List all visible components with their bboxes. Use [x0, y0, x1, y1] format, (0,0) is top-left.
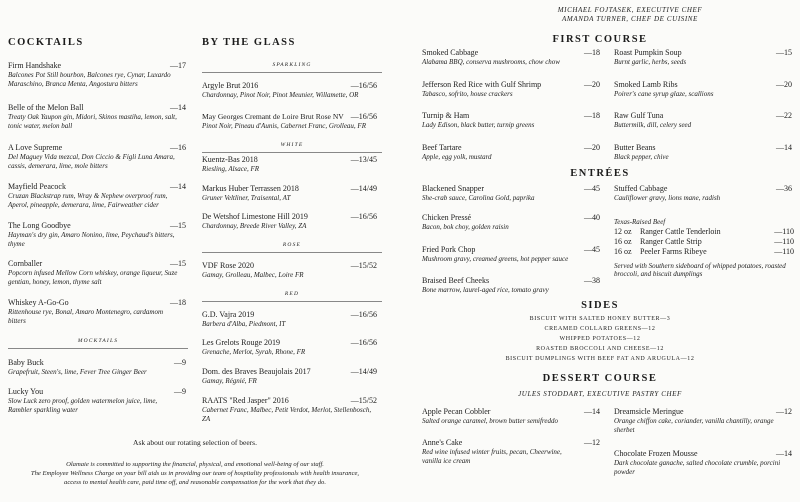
- item-price: —17: [170, 61, 186, 70]
- wine-item: [202, 81, 377, 100]
- item-description: She-crab sauce, Carolina Gold, paprika: [422, 194, 535, 202]
- wine-item: [202, 112, 377, 131]
- item-name: Argyle Brut 2016: [202, 81, 259, 90]
- menu-item: [614, 407, 792, 434]
- item-name: Apple Pecan Cobbler: [422, 407, 491, 416]
- item-price: —14: [170, 182, 186, 191]
- item-description: Slow Luck zero proof, golden watermelon juice, lime, Rambler sparkling water: [8, 397, 158, 414]
- mocktails-divider: [8, 348, 188, 349]
- wellness-line: Olamaie is committed to supporting the financial, physical, and emotional well-being of our staff.: [66, 461, 324, 468]
- wine-item: [202, 310, 377, 329]
- item-description: Pinot Noir, Pineau d'Aunis, Cabernet Franc, Grolleau, FR: [202, 122, 366, 130]
- cocktail-item: [8, 221, 186, 248]
- beef-cut-row: [614, 247, 800, 257]
- item-name: Anne's Cake: [422, 438, 463, 447]
- beef-cut-price: —110: [774, 246, 794, 256]
- menu-item: [614, 48, 792, 67]
- item-description: Salted orange caramel, brown butter semifreddo: [422, 417, 558, 425]
- item-price: —16/56: [350, 81, 377, 90]
- cocktail-item: [8, 259, 186, 286]
- item-price: —20: [584, 143, 600, 152]
- item-price: —18: [584, 48, 600, 57]
- cocktail-item: [8, 182, 186, 209]
- item-price: —16/56: [350, 212, 377, 221]
- red-label: RED: [284, 291, 300, 297]
- item-name: Whiskey A-Go-Go: [8, 298, 69, 307]
- beef-cut-name: Ranger Cattle Strip: [640, 236, 702, 246]
- item-name: G.D. Vajra 2019: [202, 310, 255, 319]
- cocktail-item: [8, 61, 186, 88]
- item-price: —18: [170, 298, 186, 307]
- beef-cut-price: —110: [774, 226, 794, 236]
- wellness-note: [0, 461, 390, 487]
- item-price: —38: [584, 276, 600, 285]
- item-description: Balcones Pot Still bourbon, Balcones rye, Cynar, Luxardo Maraschino, Branca Menta, Angostura bitters: [8, 71, 171, 88]
- side-item: WHIPPED POTATOES—12: [559, 336, 641, 342]
- item-description: Rittenhouse rye, Bonal, Amaro Montenegro, cardamom bitters: [8, 308, 164, 325]
- item-description: Tabasco, sofrito, house crackers: [422, 90, 513, 98]
- item-price: —15/52: [350, 396, 377, 405]
- red-divider: [202, 301, 382, 302]
- wine-item: [202, 396, 377, 423]
- item-description: Grapefruit, Steen's, lime, Fever Tree Ginger Beer: [8, 368, 147, 376]
- side-item: CREAMED COLLARD GREENS—12: [544, 326, 656, 332]
- rose-label: ROSE: [282, 242, 302, 248]
- item-price: —16/56: [350, 112, 377, 121]
- item-name: Chocolate Frozen Mousse: [614, 449, 698, 458]
- white-label: WHITE: [280, 142, 304, 148]
- menu-item: [422, 407, 600, 426]
- item-price: —14: [776, 143, 792, 152]
- white-divider: [202, 152, 382, 153]
- item-name: Turnip & Ham: [422, 111, 470, 120]
- item-name: Roast Pumpkin Soup: [614, 48, 682, 57]
- item-name: Smoked Lamb Ribs: [614, 80, 678, 89]
- item-description: Treaty Oak Yaupon gin, Midori, Skinos mastiha, lemon, salt, tonic water, melon ball: [8, 113, 177, 130]
- item-description: Del Maguey Vida mezcal, Don Ciccio & Figli Luna Amara, cassis, demerara, lime, mole bitters: [8, 153, 175, 170]
- wine-item: [202, 155, 377, 174]
- menu-item: [422, 143, 600, 162]
- item-description: Mushroom gravy, creamed greens, hot pepper sauce: [422, 255, 569, 263]
- item-description: Alabama BBQ, conserva mushrooms, chow chow: [422, 58, 560, 66]
- item-price: —13/45: [350, 155, 377, 164]
- item-price: —12: [584, 438, 600, 447]
- item-name: Firm Handshake: [8, 61, 62, 70]
- item-description: Gruner Veltliner, Traisental, AT: [202, 194, 291, 202]
- menu-item: [422, 80, 600, 99]
- item-description: Popcorn infused Mellow Corn whiskey, orange liqueur, Suze gentian, honey, lemon, thyme salt: [8, 269, 178, 286]
- menu-item: [614, 111, 792, 130]
- beef-cut-row: [614, 227, 800, 237]
- item-description: Riesling, Alsace, FR: [202, 165, 260, 173]
- cocktail-item: [8, 103, 186, 130]
- chef-de-cuisine: AMANDA TURNER, CHEF DE CUISINE: [562, 15, 698, 23]
- beef-cut-weight: 16 oz: [614, 246, 632, 256]
- item-description: Buttermilk, dill, celery seed: [614, 121, 692, 129]
- item-name: Markus Huber Terrassen 2018: [202, 184, 299, 193]
- item-price: —16/56: [350, 310, 377, 319]
- executive-chef: MICHAEL FOJTASEK, EXECUTIVE CHEF: [557, 6, 703, 14]
- item-price: —15: [170, 221, 186, 230]
- item-name: Raw Gulf Tuna: [614, 111, 664, 120]
- beef-cut-name: Peeler Farms Ribeye: [640, 246, 707, 256]
- item-price: —15: [776, 48, 792, 57]
- entrees-title: ENTRÉES: [570, 168, 630, 179]
- item-price: —36: [776, 184, 792, 193]
- item-description: Poirer's cane syrup glaze, scallions: [614, 90, 714, 98]
- beef-cut-row: [614, 237, 800, 247]
- wine-item: [202, 212, 377, 231]
- beef-served-with: Served with Southern sideboard of whipped potatoes, roasted broccoli, and biscuit dumplings: [614, 261, 786, 279]
- item-name: A Love Supreme: [8, 143, 63, 152]
- item-description: Gamay, Grolleau, Malbec, Loire FR: [202, 271, 304, 279]
- cocktails-title: COCKTAILS: [8, 37, 84, 48]
- pastry-chef: JULES STODDART, EXECUTIVE PASTRY CHEF: [518, 390, 682, 398]
- menu-item: [422, 245, 600, 264]
- item-description: Apple, egg yolk, mustard: [422, 153, 492, 161]
- item-name: Cornballer: [8, 259, 43, 268]
- item-name: Butter Beans: [614, 143, 656, 152]
- item-name: Belle of the Melon Ball: [8, 103, 84, 112]
- menu-item: [614, 184, 792, 203]
- item-price: —16/56: [350, 338, 377, 347]
- item-name: Dom. des Braves Beaujolais 2017: [202, 367, 311, 376]
- item-description: Hayman's dry gin, Amaro Nonino, lime, Peychaud's bitters, thyme: [8, 231, 175, 248]
- menu-item: [422, 213, 600, 232]
- item-description: Burnt garlic, herbs, seeds: [614, 58, 687, 66]
- menu-item: [614, 143, 792, 162]
- menu-item: [422, 276, 600, 295]
- item-name: Blackened Snapper: [422, 184, 484, 193]
- wellness-line: access to mental health care, paid time off, and reasonable compensation for the work that they do.: [64, 478, 326, 486]
- item-price: —14: [170, 103, 186, 112]
- sparkling-label: SPARKLING: [272, 62, 312, 68]
- item-name: Mayfield Peacock: [8, 182, 66, 191]
- item-description: Bone marrow, laurel-aged rice, tomato gravy: [422, 286, 549, 294]
- sparkling-divider: [202, 72, 382, 73]
- item-name: Chicken Pressé: [422, 213, 472, 222]
- item-description: Dark chocolate ganache, salted chocolate crumble, porcini powder: [614, 459, 781, 476]
- item-price: —45: [584, 184, 600, 193]
- item-price: —15: [170, 259, 186, 268]
- item-description: Black pepper, chive: [614, 153, 669, 161]
- item-price: —9: [174, 387, 186, 396]
- item-price: —16: [170, 143, 186, 152]
- side-item: BISCUIT DUMPLINGS WITH BEEF FAT AND ARUGULA—12: [505, 356, 695, 362]
- mocktail-item: [8, 387, 186, 414]
- item-price: —12: [776, 407, 792, 416]
- item-description: Chardonnay, Pinot Noir, Pinot Meunier, Willamette, OR: [202, 91, 359, 99]
- item-description: Cabernet Franc, Malbec, Petit Verdot, Merlot, Stellenbosch, ZA: [202, 406, 372, 423]
- menu-item: [422, 111, 600, 130]
- mocktails-label: MOCKTAILS: [77, 338, 119, 344]
- item-price: —40: [584, 213, 600, 222]
- item-name: Lucky You: [8, 387, 44, 396]
- item-price: —14/49: [350, 367, 377, 376]
- item-price: —15/52: [350, 261, 377, 270]
- item-name: Smoked Cabbage: [422, 48, 479, 57]
- wine-item: [202, 338, 377, 357]
- item-description: Cruzan Blackstrap rum, Wray & Nephew overproof rum, Aperol, pineapple, demerara, lime, Fairweather cider: [8, 192, 168, 209]
- item-description: Grenache, Merlot, Syrah, Rhone, FR: [202, 348, 306, 356]
- item-name: Kuentz-Bas 2018: [202, 155, 258, 164]
- wellness-line: The Employee Wellness Charge on your bill aids us in providing our team of hospitality professionals with health insurance,: [30, 469, 360, 477]
- item-name: VDF Rose 2020: [202, 261, 255, 270]
- wine-item: [202, 367, 377, 386]
- texas-beef-block: [614, 218, 800, 279]
- item-description: Bacon, bok choy, golden raisin: [422, 223, 509, 231]
- item-description: Chardonnay, Breede River Valley, ZA: [202, 222, 307, 230]
- item-name: Stuffed Cabbage: [614, 184, 668, 193]
- item-name: The Long Goodbye: [8, 221, 71, 230]
- sides-title: SIDES: [581, 300, 619, 311]
- cocktail-item: [8, 143, 186, 170]
- item-name: Jefferson Red Rice with Gulf Shrimp: [422, 80, 542, 89]
- beef-cut-price: —110: [774, 236, 794, 246]
- texas-beef-label: Texas-Raised Beef: [614, 218, 666, 226]
- item-name: Fried Pork Chop: [422, 245, 476, 254]
- item-price: —45: [584, 245, 600, 254]
- chef-credits: [480, 6, 780, 24]
- mocktail-item: [8, 358, 186, 377]
- side-item: BISCUIT WITH SALTED HONEY BUTTER—3: [529, 316, 671, 322]
- beer-note: Ask about our rotating selection of beers.: [133, 438, 257, 447]
- item-price: —18: [584, 111, 600, 120]
- wine-item: [202, 184, 377, 203]
- menu-item: [422, 48, 600, 67]
- item-name: De Wetshof Limestone Hill 2019: [202, 212, 308, 221]
- item-description: Red wine infused winter fruits, pecan, Cheerwine, vanilla ice cream: [422, 448, 562, 465]
- menu-item: [422, 438, 600, 465]
- rose-divider: [202, 252, 382, 253]
- menu-item: [614, 80, 792, 99]
- item-price: —20: [776, 80, 792, 89]
- item-name: May Georges Cremant de Loire Brut Rose NV: [202, 112, 344, 121]
- item-description: Orange chiffon cake, coriander, vanilla chantilly, orange sherbet: [614, 417, 774, 434]
- item-name: Les Grelots Rouge 2019: [202, 338, 280, 347]
- menu-item: [614, 449, 792, 476]
- menu-item: [422, 184, 600, 203]
- wine-item: [202, 261, 377, 280]
- item-price: —14: [776, 449, 792, 458]
- item-price: —14/49: [350, 184, 377, 193]
- cocktail-item: [8, 298, 186, 325]
- item-description: Gamay, Régnié, FR: [202, 377, 257, 385]
- item-description: Lady Edison, black butter, turnip greens: [422, 121, 535, 129]
- item-price: —22: [776, 111, 792, 120]
- by-the-glass-title: BY THE GLASS: [202, 37, 296, 48]
- beef-cut-weight: 12 oz: [614, 226, 632, 236]
- item-description: Cauliflower gravy, lions mane, radish: [614, 194, 721, 202]
- item-name: Braised Beef Cheeks: [422, 276, 490, 285]
- item-price: —20: [584, 80, 600, 89]
- item-price: —14: [584, 407, 600, 416]
- item-price: —9: [174, 358, 186, 367]
- side-item: ROASTED BROCCOLI AND CHEESE—12: [536, 346, 664, 352]
- dessert-title: DESSERT COURSE: [542, 373, 658, 384]
- item-description: Barbera d'Alba, Piedmont, IT: [202, 320, 286, 328]
- item-name: Baby Buck: [8, 358, 44, 367]
- item-name: RAATS "Red Jasper" 2016: [202, 396, 289, 405]
- beef-cut-weight: 16 oz: [614, 236, 632, 246]
- item-name: Dreamsicle Meringue: [614, 407, 684, 416]
- beef-cut-name: Ranger Cattle Tenderloin: [640, 226, 721, 236]
- item-name: Beef Tartare: [422, 143, 462, 152]
- first-course-title: FIRST COURSE: [552, 34, 648, 45]
